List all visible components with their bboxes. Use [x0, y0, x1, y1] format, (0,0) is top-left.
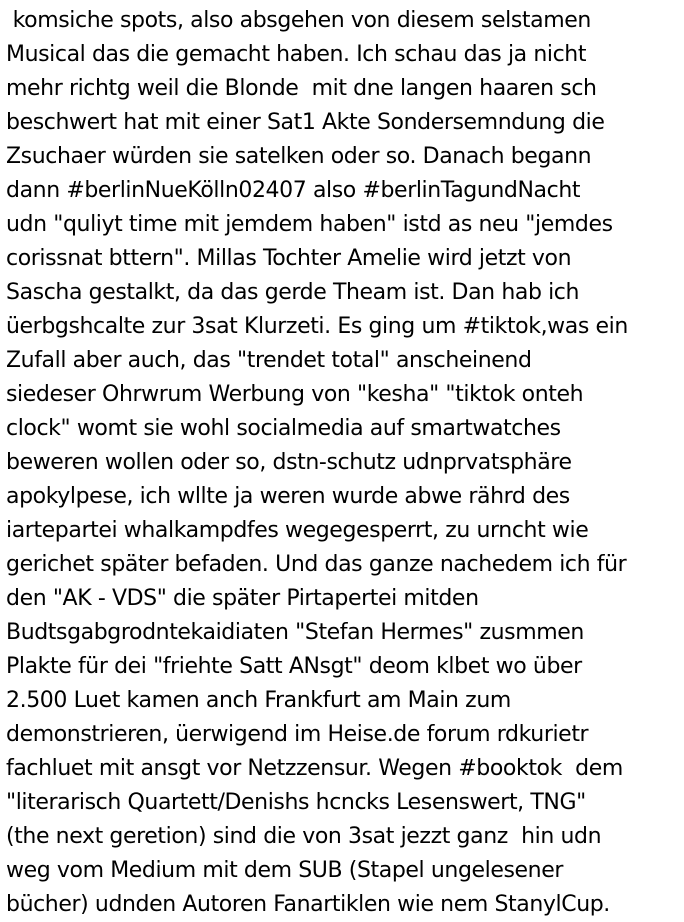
text-line-13: clock" womt sie wohl socialmedia auf smartwatches	[6, 416, 561, 441]
text-line-19: Budtsgabgrodntekaidiaten "Stefan Hermes" zusmmen	[6, 620, 584, 645]
text-line-25: (the next geretion) sind die von 3sat jezzt ganz hin udn	[6, 824, 602, 849]
text-line-12: siedeser Ohrwrum Werbung von "kesha" "tiktok onteh	[6, 382, 584, 407]
text-line-7: udn "quliyt time mit jemdem haben" istd as neu "jemdes	[6, 212, 613, 237]
text-line-1: komsiche spots, also absgehen von diesem selstamen	[6, 8, 591, 33]
text-line-18: den "AK - VDS" die später Pirtapertei mitden	[6, 586, 479, 611]
text-line-17: gerichet später befaden. Und das ganze nachedem ich für	[6, 552, 627, 577]
text-line-23: fachluet mit ansgt vor Netzzensur. Wegen #booktok dem	[6, 756, 623, 781]
text-line-27: bücher) udnden Autoren Fanartiklen wie nem StanylCup.	[6, 892, 610, 917]
text-line-15: apokylpese, ich wllte ja weren wurde abwe rährd des	[6, 484, 570, 509]
text-line-24: "literarisch Quartett/Denishs hcncks Lesenswert, TNG"	[6, 790, 586, 815]
text-line-6: dann #berlinNueKölln02407 also #berlinTagundNacht	[6, 178, 581, 203]
text-line-2: Musical das die gemacht haben. Ich schau das ja nicht	[6, 42, 587, 67]
text-line-16: iartepartei whalkampdfes wegegesperrt, zu urncht wie	[6, 518, 589, 543]
text-line-10: üerbgshcalte zur 3sat Klurzeti. Es ging um #tiktok,was ein	[6, 314, 628, 339]
text-line-5: Zsuchaer würden sie satelken oder so. Danach begann	[6, 144, 592, 169]
text-line-8: corissnat bttern". Millas Tochter Amelie wird jetzt von	[6, 246, 572, 271]
text-line-4: beschwert hat mit einer Sat1 Akte Sondersemndung die	[6, 110, 605, 135]
text-line-21: 2.500 Luet kamen anch Frankfurt am Main zum	[6, 688, 511, 713]
text-line-11: Zufall aber auch, das "trendet total" anscheinend	[6, 348, 532, 373]
text-line-14: beweren wollen oder so, dstn-schutz udnprvatsphäre	[6, 450, 572, 475]
text-line-26: weg vom Medium mit dem SUB (Stapel ungelesener	[6, 858, 564, 883]
text-line-22: demonstrieren, üerwigend im Heise.de forum rdkurietr	[6, 722, 589, 747]
text-line-9: Sascha gestalkt, da das gerde Theam ist. Dan hab ich	[6, 280, 580, 305]
text-line-20: Plakte für dei "friehte Satt ANsgt" deom klbet wo über	[6, 654, 582, 679]
text-line-3: mehr richtg weil die Blonde mit dne langen haaren sch	[6, 76, 597, 101]
